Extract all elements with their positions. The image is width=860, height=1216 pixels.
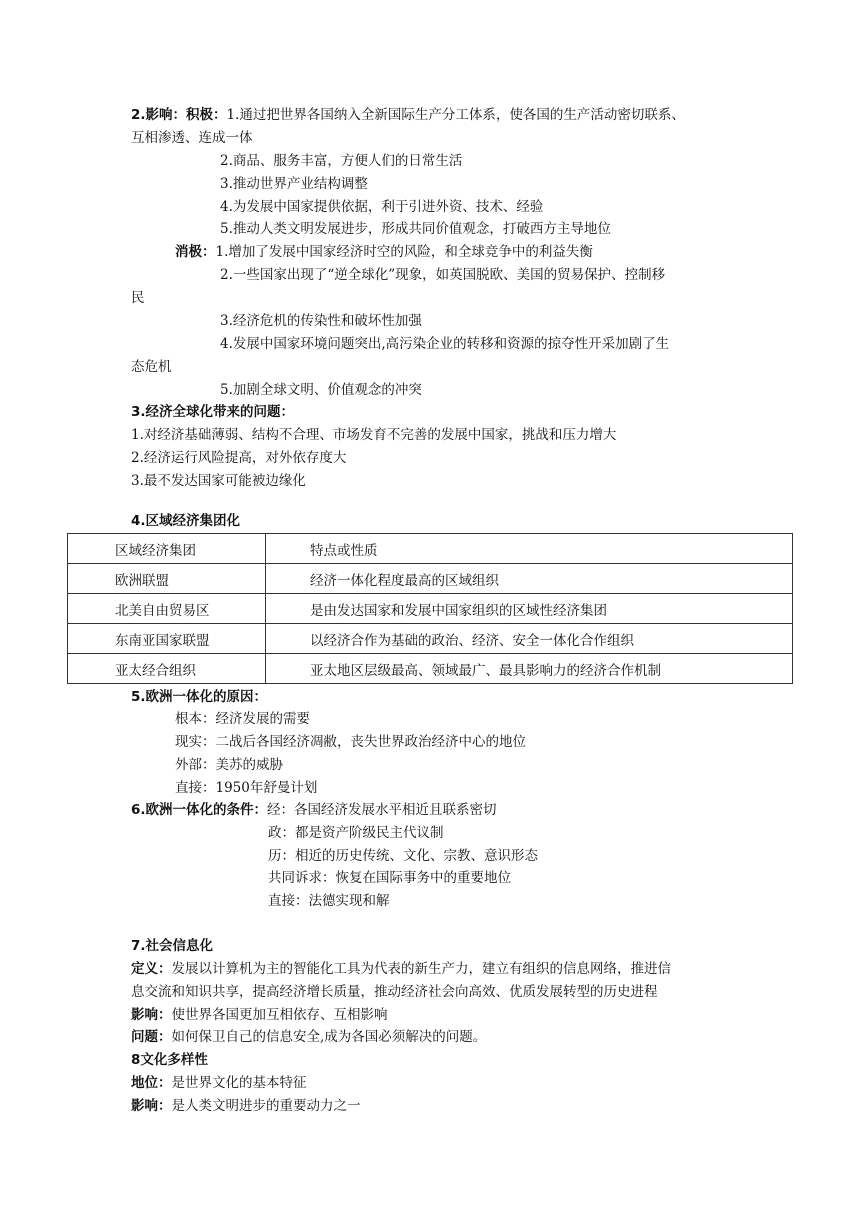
s5-item-4: 直接：1950年舒曼计划 [175,780,318,796]
s3-item-1: 1.对经济基础薄弱、结构不合理、市场发育不完善的发展中国家，挑战和压力增大 [131,427,617,443]
table-row [68,594,793,624]
s5-item-3: 外部：美苏的威胁 [175,757,283,773]
s2-negative-item-3: 3.经济危机的传染性和破坏性加强 [220,313,422,329]
s6-item-politics: 政：都是资产阶级民主代议制 [268,825,444,841]
s2-negative-item-5: 5.加剧全球文明、价值观念的冲突 [220,382,422,398]
s8-status-text: 是世界文化的基本特征 [171,1075,307,1091]
table-row [68,654,793,684]
s7-impact-line [131,1004,388,1026]
s8-impact-text: 是人类文明进步的重要动力之一 [171,1098,361,1114]
s5-heading: 5.欧洲一体化的原因： [131,689,268,705]
s4-heading: 4.区域经济集团化 [131,513,241,529]
s2-positive-label: 积极： [186,107,227,123]
s7-problem-line [131,1026,486,1048]
s8-status-label: 地位： [131,1075,172,1091]
s7-problem-label: 问题： [131,1029,172,1045]
s2-negative-line1 [175,241,593,263]
s2-line1 [131,104,685,126]
s7-definition-line1 [131,958,671,980]
s2-negative-item-1: 1.增加了发展中国家经济时空的风险，和全球竞争中的利益失衡 [215,244,593,260]
s5-item-1: 根本：经济发展的需要 [175,711,310,727]
s6-item-economy: 经：各国经济发展水平相近且联系密切 [267,802,497,818]
s2-positive-item-2: 2.商品、服务丰富，方便人们的日常生活 [220,153,463,169]
s2-negative-item-2-cont: 民 [131,290,145,306]
s7-impact-text: 使世界各国更加互相依存、互相影响 [171,1007,388,1023]
s3-heading: 3.经济全球化带来的问题： [131,404,295,420]
s8-impact-line [131,1095,361,1117]
s7-definition-text: 发展以计算机为主的智能化工具为代表的新生产力，建立有组织的信息网络，推进信 [171,961,671,977]
table-header-row [68,534,793,564]
s2-positive-item-1: 1.通过把世界各国纳入全新国际生产分工体系，使各国的生产活动密切联系、 [226,107,685,123]
s2-negative-item-4: 4.发展中国家环境问题突出,高污染企业的转移和资源的掠夺性开采加剧了生 [220,336,670,352]
s7-impact-label: 影响： [131,1007,172,1023]
table-cell: 亚太经合组织 [68,654,266,684]
table-cell: 欧洲联盟 [68,564,266,594]
s6-item-common: 共同诉求：恢复在国际事务中的重要地位 [268,870,511,886]
table-cell: 经济一体化程度最高的区域组织 [266,564,793,594]
s2-positive-item-1-cont: 互相渗透、连成一体 [131,130,253,146]
s6-heading: 6.欧洲一体化的条件： [131,802,268,818]
s6-item-history: 历：相近的历史传统、文化、宗教、意识形态 [268,848,538,864]
table-cell: 是由发达国家和发展中国家组织的区域性经济集团 [266,594,793,624]
s6-line1 [131,799,497,821]
s2-negative-item-4-cont: 态危机 [131,359,172,375]
s3-item-2: 2.经济运行风险提高，对外依存度大 [131,450,347,466]
s2-heading: 2.影响： [131,107,187,123]
table-cell: 东南亚国家联盟 [68,624,266,654]
s7-heading: 7.社会信息化 [131,938,214,954]
s7-problem-text: 如何保卫自己的信息安全,成为各国必须解决的问题。 [171,1029,487,1045]
table-header-cell: 特点或性质 [266,534,793,564]
table-cell: 以经济合作为基础的政治、经济、安全一体化合作组织 [266,624,793,654]
table-row [68,564,793,594]
s8-impact-label: 影响： [131,1098,172,1114]
table-header-cell: 区域经济集团 [68,534,266,564]
table-cell: 北美自由贸易区 [68,594,266,624]
s5-item-2: 现实：二战后各国经济凋敝，丧失世界政治经济中心的地位 [175,734,526,750]
s2-negative-item-2: 2.一些国家出现了“逆全球化”现象，如英国脱欧、美国的贸易保护、控制移 [220,267,666,283]
s2-positive-item-5: 5.推动人类文明发展进步，形成共同价值观念，打破西方主导地位 [220,221,611,237]
s2-negative-label: 消极： [175,244,216,260]
table-row [68,624,793,654]
s3-item-3: 3.最不发达国家可能被边缘化 [131,473,306,489]
s8-status-line [131,1072,307,1094]
s7-definition-cont: 息交流和知识共享，提高经济增长质量，推动经济社会向高效、优质发展转型的历史进程 [131,984,658,1000]
s6-item-direct: 直接：法德实现和解 [268,893,390,909]
s2-positive-item-3: 3.推动世界产业结构调整 [220,176,368,192]
s8-heading: 8文化多样性 [131,1052,208,1068]
regional-blocs-table [67,533,793,684]
s2-positive-item-4: 4.为发展中国家提供依据，利于引进外资、技术、经验 [220,199,544,215]
s7-definition-label: 定义： [131,961,172,977]
table-cell: 亚太地区层级最高、领域最广、最具影响力的经济合作机制 [266,654,793,684]
